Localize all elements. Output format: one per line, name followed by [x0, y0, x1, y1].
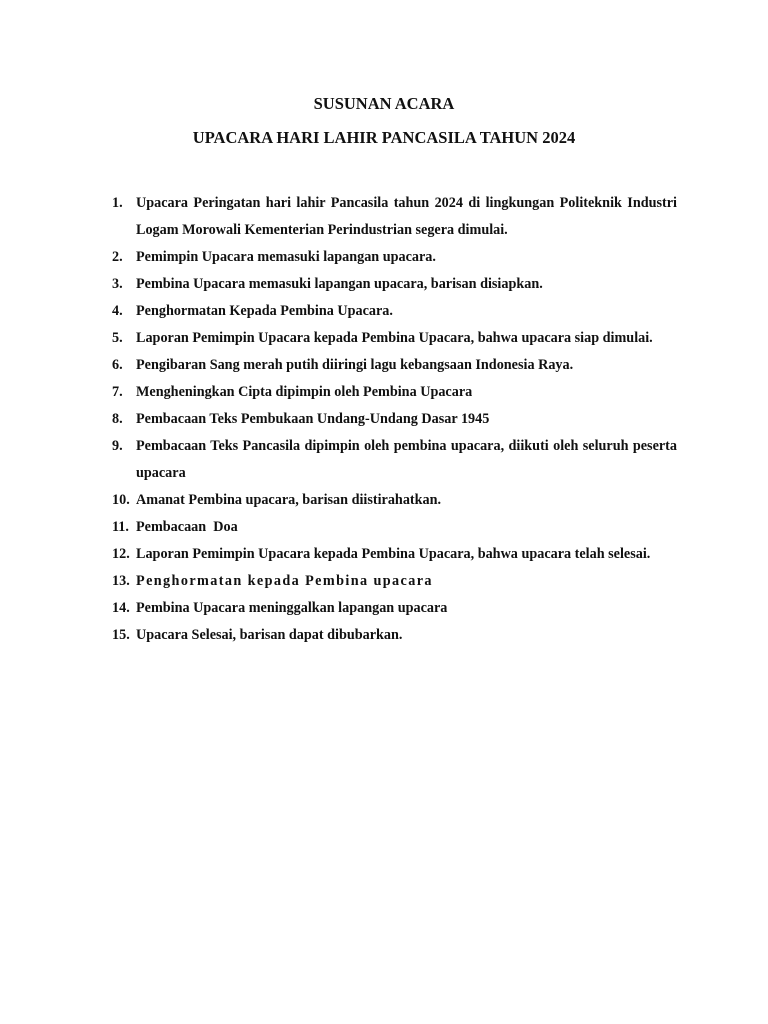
- agenda-item-number: 4.: [112, 303, 123, 319]
- agenda-item-number: 14.: [112, 600, 130, 616]
- agenda-item-number: 7.: [112, 384, 123, 400]
- agenda-item-15: [112, 622, 677, 649]
- agenda-item-13: [112, 568, 677, 595]
- agenda-item-number: 8.: [112, 411, 123, 427]
- agenda-item-text: Pengibaran Sang merah putih diiringi lagu kebangsaan Indonesia Raya.: [136, 357, 574, 373]
- agenda-list: [112, 190, 677, 649]
- agenda-item-9: [112, 433, 677, 487]
- agenda-item-10: [112, 487, 677, 514]
- agenda-item-5: [112, 325, 677, 352]
- agenda-item-12: [112, 541, 677, 568]
- agenda-item-11: [112, 514, 677, 541]
- agenda-item-number: 6.: [112, 357, 123, 373]
- agenda-item-text: Pembacaan Teks Pancasila dipimpin oleh pembina upacara, diikuti oleh seluruh peserta upacara: [136, 438, 677, 481]
- agenda-item-number: 11.: [112, 519, 129, 535]
- document-subtitle: UPACARA HARI LAHIR PANCASILA TAHUN 2024: [192, 128, 576, 147]
- agenda-item-text: Laporan Pemimpin Upacara kepada Pembina Upacara, bahwa upacara telah selesai.: [136, 546, 651, 562]
- agenda-item-text: Upacara Peringatan hari lahir Pancasila tahun 2024 di lingkungan Politeknik Industri Logam Morowali Kementerian Perindustrian segera dimulai.: [136, 195, 677, 238]
- agenda-item-number: 1.: [112, 195, 123, 211]
- agenda-item-text: Penghormatan kepada Pembina upacara: [136, 573, 433, 589]
- agenda-item-number: 15.: [112, 627, 130, 643]
- agenda-item-7: [112, 379, 677, 406]
- agenda-item-text: Amanat Pembina upacara, barisan diistirahatkan.: [136, 492, 442, 508]
- agenda-item-text: Upacara Selesai, barisan dapat dibubarkan.: [136, 627, 403, 643]
- agenda-item-text: Pembina Upacara meninggalkan lapangan upacara: [136, 600, 448, 616]
- agenda-item-text: Pembina Upacara memasuki lapangan upacara, barisan disiapkan.: [136, 276, 543, 292]
- agenda-item-1: [112, 190, 677, 244]
- agenda-item-number: 10.: [112, 492, 130, 508]
- agenda-item-number: 2.: [112, 249, 123, 265]
- agenda-item-text: Penghormatan Kepada Pembina Upacara.: [136, 303, 393, 319]
- agenda-item-text: Pemimpin Upacara memasuki lapangan upacara.: [136, 249, 436, 265]
- agenda-item-number: 3.: [112, 276, 123, 292]
- agenda-item-text: Mengheningkan Cipta dipimpin oleh Pembina Upacara: [136, 384, 473, 400]
- agenda-item-6: [112, 352, 677, 379]
- agenda-item-number: 13.: [112, 573, 130, 589]
- agenda-item-8: [112, 406, 677, 433]
- agenda-item-number: 12.: [112, 546, 130, 562]
- agenda-item-4: [112, 298, 677, 325]
- agenda-item-number: 9.: [112, 438, 123, 454]
- agenda-item-text: Pembacaan Teks Pembukaan Undang-Undang Dasar 1945: [136, 411, 490, 427]
- agenda-item-2: [112, 244, 677, 271]
- agenda-item-number: 5.: [112, 330, 123, 346]
- agenda-item-3: [112, 271, 677, 298]
- document-title: SUSUNAN ACARA: [313, 94, 455, 113]
- agenda-item-14: [112, 595, 677, 622]
- agenda-item-text: Pembacaan Doa: [136, 519, 238, 535]
- agenda-item-text: Laporan Pemimpin Upacara kepada Pembina Upacara, bahwa upacara siap dimulai.: [136, 330, 653, 346]
